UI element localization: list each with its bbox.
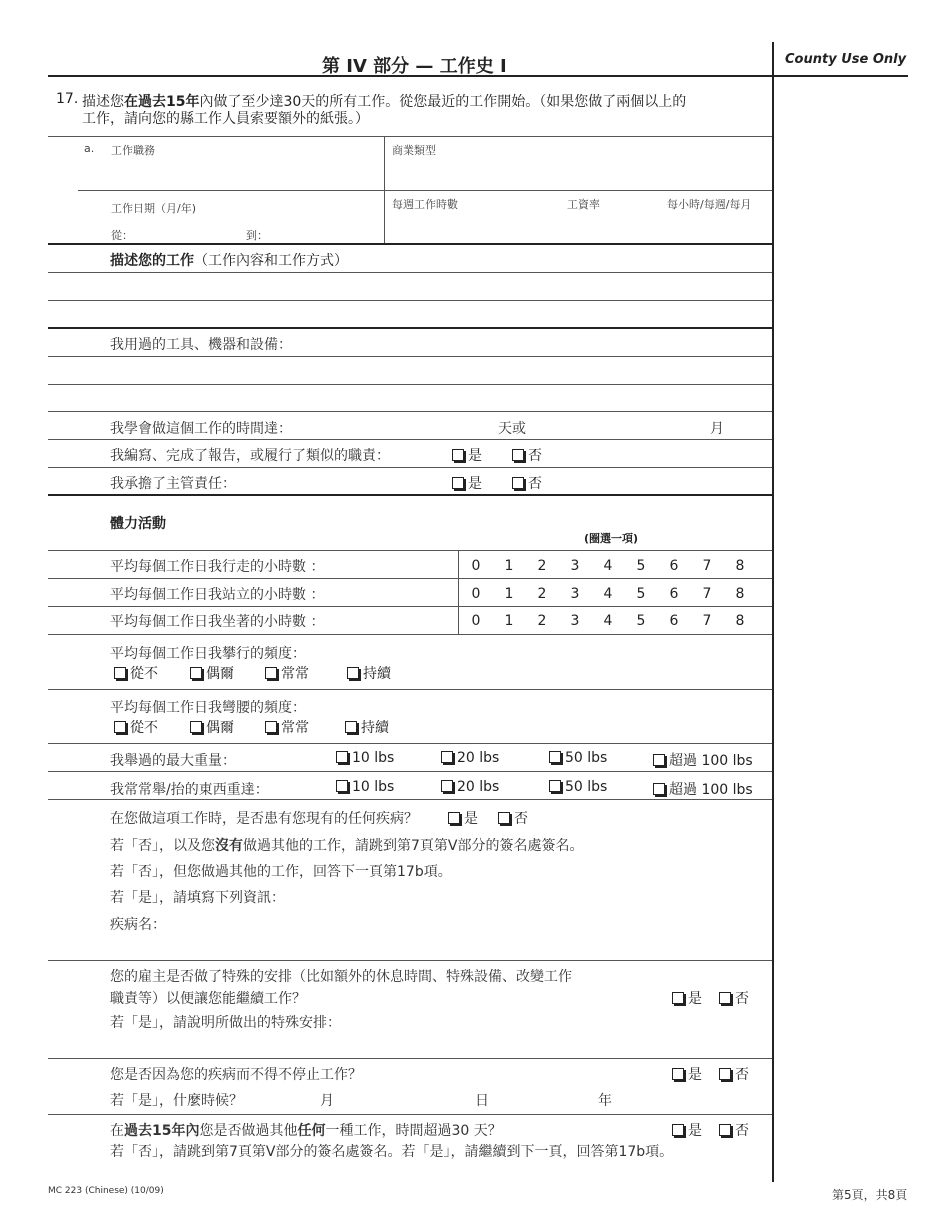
rule xyxy=(48,136,772,137)
reports-no-option[interactable]: 否 xyxy=(512,445,542,465)
hour-option[interactable]: 1 xyxy=(504,586,514,602)
hour-option[interactable]: 4 xyxy=(603,613,613,629)
checkbox-icon xyxy=(265,667,277,679)
hour-option[interactable]: 7 xyxy=(702,613,712,629)
rule xyxy=(48,272,772,273)
hour-option[interactable]: 5 xyxy=(636,586,646,602)
rule xyxy=(48,300,772,301)
accommodation-description-field[interactable] xyxy=(110,1032,765,1056)
checkbox-icon xyxy=(441,751,453,763)
county-use-label: County Use Only xyxy=(785,52,907,67)
checkbox-icon xyxy=(114,667,126,679)
freq-weight-10-option[interactable]: 10 lbs xyxy=(336,779,394,795)
hour-option[interactable]: 2 xyxy=(537,558,547,574)
describe-work-line-2[interactable] xyxy=(50,302,770,326)
hour-option[interactable]: 7 xyxy=(702,586,712,602)
from-label: 從： xyxy=(111,229,133,242)
hour-option[interactable]: 6 xyxy=(669,586,679,602)
max-weight-10-option[interactable]: 10 lbs xyxy=(336,750,394,766)
bend-never-option[interactable]: 從不 xyxy=(114,717,158,737)
business-type-field[interactable] xyxy=(390,156,768,188)
job-title-label: 工作職務 xyxy=(111,144,155,157)
describe-work-line-1[interactable] xyxy=(50,274,770,298)
checkbox-icon xyxy=(653,783,665,795)
supervisor-no-option[interactable]: 否 xyxy=(512,473,542,493)
checkbox-icon xyxy=(719,992,731,1004)
checkbox-icon xyxy=(336,780,348,792)
hour-option[interactable]: 3 xyxy=(570,558,580,574)
rule xyxy=(48,327,772,329)
tools-line-2[interactable] xyxy=(50,386,770,410)
form-id: MC 223 (Chinese) (10/09) xyxy=(48,1186,164,1196)
supervisor-label: 我承擔了主管責任： xyxy=(110,476,236,492)
rule xyxy=(48,550,772,551)
checkbox-icon xyxy=(336,751,348,763)
rule xyxy=(48,356,772,357)
learn-days-field[interactable] xyxy=(410,416,495,436)
stop-work-yes-option[interactable]: 是 xyxy=(672,1064,702,1084)
rule xyxy=(78,190,772,191)
checkbox-icon xyxy=(549,751,561,763)
checkbox-icon xyxy=(441,780,453,792)
illness-if-no-other: 若「否」，但您做過其他的工作，回答下一頁第17b項。 xyxy=(110,864,452,880)
county-column-divider xyxy=(772,42,774,1182)
page-title: 第 IV 部分 — 工作史 I xyxy=(322,56,507,77)
rule xyxy=(48,743,772,744)
hour-option[interactable]: 1 xyxy=(504,613,514,629)
bend-occasionally-option[interactable]: 偶爾 xyxy=(190,717,234,737)
rule xyxy=(48,771,772,772)
page-number: 第5頁，共8頁 xyxy=(832,1188,908,1202)
learn-months-label: 月 xyxy=(710,421,724,437)
rule xyxy=(48,243,772,245)
other-work-instructions: 若「否」，請跳到第7頁第V部分的簽名處簽名。若「是」，請繼續到下一頁，回答第17b項。 xyxy=(110,1144,674,1160)
physical-heading: 體力活動 xyxy=(110,516,166,532)
rule xyxy=(48,384,772,385)
hour-option[interactable]: 0 xyxy=(471,586,481,602)
checkbox-icon xyxy=(672,1068,684,1080)
rule xyxy=(48,799,772,800)
supervisor-yes-option[interactable]: 是 xyxy=(452,473,482,493)
learn-months-field[interactable] xyxy=(600,416,705,436)
other-work-question: 在過去15年內您是否做過其他任何一種工作，時間超過30 天？ xyxy=(110,1123,502,1139)
checkbox-icon xyxy=(512,449,524,461)
accommodation-if-yes: 若「是」，請說明所做出的特殊安排： xyxy=(110,1015,341,1031)
checkbox-icon xyxy=(549,780,561,792)
rule xyxy=(48,1114,772,1115)
rule xyxy=(48,606,772,607)
job-title-field[interactable] xyxy=(108,156,378,188)
walk-hours-label: 平均每個工作日我行走的小時數 ： xyxy=(110,559,325,575)
hour-option[interactable]: 6 xyxy=(669,613,679,629)
illness-if-yes: 若「是」，請填寫下列資訊： xyxy=(110,890,285,906)
other-work-no-option[interactable]: 否 xyxy=(719,1120,749,1140)
max-weight-label: 我舉過的最大重量： xyxy=(110,753,236,769)
reports-yes-option[interactable]: 是 xyxy=(452,445,482,465)
checkbox-icon xyxy=(452,477,464,489)
checkbox-icon xyxy=(114,721,126,733)
hour-option[interactable]: 5 xyxy=(636,613,646,629)
stop-month-label: 月 xyxy=(320,1093,334,1109)
business-type-label: 商業類型 xyxy=(392,144,436,157)
stop-year-label: 年 xyxy=(598,1093,612,1109)
tools-line-1[interactable] xyxy=(50,358,770,382)
stop-work-question: 您是否因為您的疾病而不得不停止工作？ xyxy=(110,1067,362,1083)
illness-name-label: 疾病名： xyxy=(110,917,166,933)
q17-line2: 工作，請向您的縣工作人員索要額外的紙張。） xyxy=(82,111,369,127)
checkbox-icon xyxy=(190,721,202,733)
checkbox-icon xyxy=(265,721,277,733)
rule xyxy=(48,494,772,496)
tools-label: 我用過的工具、機器和設備： xyxy=(110,337,292,353)
hours-rate-field[interactable] xyxy=(390,212,768,240)
hour-option[interactable]: 3 xyxy=(570,586,580,602)
hour-option[interactable]: 4 xyxy=(603,586,613,602)
hour-option[interactable]: 2 xyxy=(537,586,547,602)
rule xyxy=(48,439,772,440)
stop-work-no-option[interactable]: 否 xyxy=(719,1064,749,1084)
hour-option[interactable]: 8 xyxy=(735,613,745,629)
bend-constantly-option[interactable]: 持續 xyxy=(345,717,389,737)
sit-hours-label: 平均每個工作日我坐著的小時數 ： xyxy=(110,614,325,630)
to-label: 到： xyxy=(246,229,268,242)
rule xyxy=(48,634,772,635)
q17-line1: 描述您在過去15年內做了至少達30天的所有工作。從您最近的工作開始。（如果您做了兩個以上的 xyxy=(82,94,687,110)
stand-hours-label: 平均每個工作日我站立的小時數 ： xyxy=(110,587,325,603)
to-date-field[interactable] xyxy=(272,224,372,241)
job-letter: a. xyxy=(84,142,95,155)
checkbox-icon xyxy=(452,449,464,461)
rule xyxy=(48,467,772,468)
checkbox-icon xyxy=(498,812,510,824)
freq-weight-20-option[interactable]: 20 lbs xyxy=(441,779,499,795)
illness-question: 在您做這項工作時，是否患有您現有的任何疾病？ xyxy=(110,811,418,827)
climb-frequently-option[interactable]: 常常 xyxy=(265,663,309,683)
illness-name-field[interactable] xyxy=(175,910,765,950)
frequent-weight-label: 我常常舉/抬的東西重達： xyxy=(110,782,269,798)
checkbox-icon xyxy=(512,477,524,489)
checkbox-icon xyxy=(190,667,202,679)
hours-per-week-label: 每週工作時數 xyxy=(392,198,458,211)
header-rule xyxy=(48,75,908,77)
bend-frequently-option[interactable]: 常常 xyxy=(265,717,309,737)
accommodation-line-2: 職責等）以便讓您能繼續工作？ xyxy=(110,991,306,1007)
work-dates-label: 工作日期（月/年) xyxy=(111,202,196,215)
hour-option[interactable]: 0 xyxy=(471,558,481,574)
checkbox-icon xyxy=(672,992,684,1004)
illness-yes-option[interactable]: 是 xyxy=(448,808,478,828)
stop-month-field[interactable] xyxy=(255,1088,315,1108)
climb-never-option[interactable]: 從不 xyxy=(114,663,158,683)
hour-option[interactable]: 1 xyxy=(504,558,514,574)
q17-number: 17. xyxy=(56,91,79,107)
climb-frequency-label: 平均每個工作日我攀行的頻度： xyxy=(110,646,306,662)
accommodation-line-1: 您的雇主是否做了特殊的安排（比如額外的休息時間、特殊設備、改變工作 xyxy=(110,969,572,985)
climb-occasionally-option[interactable]: 偶爾 xyxy=(190,663,234,683)
rule xyxy=(48,411,772,412)
from-date-field[interactable] xyxy=(140,224,240,241)
hour-option[interactable]: 8 xyxy=(735,586,745,602)
circle-one-note: (圈選一項) xyxy=(584,532,639,545)
stop-year-field[interactable] xyxy=(530,1088,595,1108)
rule xyxy=(48,960,772,961)
illness-no-option[interactable]: 否 xyxy=(498,808,528,828)
reports-label: 我編寫、完成了報告，或履行了類似的職責： xyxy=(110,448,390,464)
accommodation-no-option[interactable]: 否 xyxy=(719,988,749,1008)
hour-option[interactable]: 8 xyxy=(735,558,745,574)
learn-time-label: 我學會做這個工作的時間達： xyxy=(110,421,292,437)
freq-weight-50-option[interactable]: 50 lbs xyxy=(549,779,607,795)
checkbox-icon xyxy=(719,1124,731,1136)
checkbox-icon xyxy=(345,721,357,733)
learn-days-label: 天或 xyxy=(498,421,526,437)
hour-option[interactable]: 6 xyxy=(669,558,679,574)
scale-divider xyxy=(458,550,459,634)
max-weight-100-option[interactable]: 超過 100 lbs xyxy=(653,750,753,770)
pay-rate-label: 工資率 xyxy=(567,198,600,211)
climb-constantly-option[interactable]: 持續 xyxy=(347,663,391,683)
hour-option[interactable]: 5 xyxy=(636,558,646,574)
hour-option[interactable]: 4 xyxy=(603,558,613,574)
stop-work-when-label: 若「是」，什麼時候？ xyxy=(110,1093,243,1109)
max-weight-20-option[interactable]: 20 lbs xyxy=(441,750,499,766)
hour-option[interactable]: 0 xyxy=(471,613,481,629)
checkbox-icon xyxy=(347,667,359,679)
hour-option[interactable]: 3 xyxy=(570,613,580,629)
bend-frequency-label: 平均每個工作日我彎腰的頻度： xyxy=(110,700,306,716)
max-weight-50-option[interactable]: 50 lbs xyxy=(549,750,607,766)
checkbox-icon xyxy=(672,1124,684,1136)
rule xyxy=(48,578,772,579)
stop-day-field[interactable] xyxy=(410,1088,475,1108)
checkbox-icon xyxy=(719,1068,731,1080)
illness-if-no-none: 若「否」，以及您沒有做過其他的工作，請跳到第7頁第V部分的簽名處簽名。 xyxy=(110,838,584,854)
rule xyxy=(48,1058,772,1059)
other-work-yes-option[interactable]: 是 xyxy=(672,1120,702,1140)
pay-rate-unit-label: 每小時/每週/每月 xyxy=(667,198,752,211)
hour-option[interactable]: 2 xyxy=(537,613,547,629)
stop-day-label: 日 xyxy=(475,1093,489,1109)
accommodation-yes-option[interactable]: 是 xyxy=(672,988,702,1008)
rule xyxy=(48,689,772,690)
describe-work-label: 描述您的工作（工作內容和工作方式） xyxy=(110,253,348,269)
checkbox-icon xyxy=(448,812,460,824)
hour-option[interactable]: 7 xyxy=(702,558,712,574)
freq-weight-100-option[interactable]: 超過 100 lbs xyxy=(653,779,753,799)
checkbox-icon xyxy=(653,754,665,766)
